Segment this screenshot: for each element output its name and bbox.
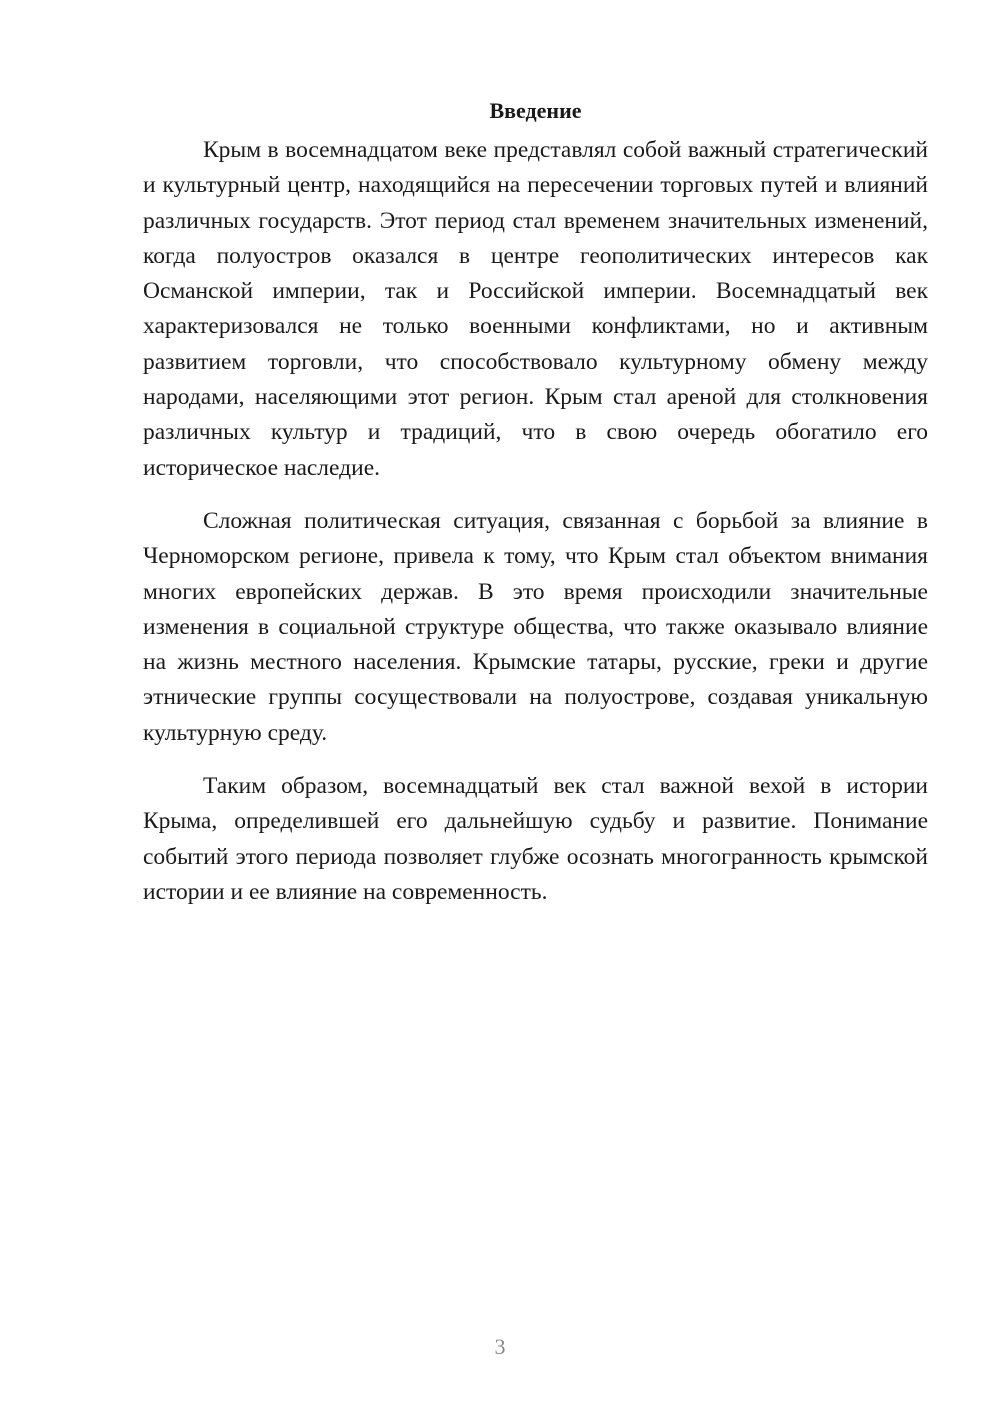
paragraph-2: Сложная политическая ситуация, связанная с борьбой за влияние в Черноморском регионе, привела к тому, что Крым стал объектом внимания многих европейских держав. В это время происходили значительные изменения в социальной структуре общества, что также оказывало влияние на жизнь местного населения. Крымские татары, русские, греки и другие этнические группы сосуществовали на полуострове, создавая уникальную культурную среду. (143, 507, 928, 746)
paragraph-1: Крым в восемнадцатом веке представлял собой важный стратегический и культурный центр, находящийся на пересечении торговых путей и влияний различных государств. Этот период стал временем значительных изменений, когда полуостров оказался в центре геополитических интересов как Османской империи, так и Российской империи. Восемнадцатый век характеризовался не только военными конфликтами, но и активным развитием торговли, что способствовало культурному обмену между народами, населяющими этот регион. Крым стал ареной для столкновения различных культур и традиций, что в свою очередь обогатило его историческое наследие. (143, 137, 928, 481)
document-body (143, 96, 928, 928)
paragraph-3: Таким образом, восемнадцатый век стал важной вехой в истории Крыма, определившей его дальнейшую судьбу и развитие. Понимание событий этого периода позволяет глубже осознать многогранность крымской истории и ее влияние на современность. (143, 773, 928, 905)
section-heading: Введение (489, 98, 582, 123)
page-number: 3 (494, 1334, 506, 1359)
